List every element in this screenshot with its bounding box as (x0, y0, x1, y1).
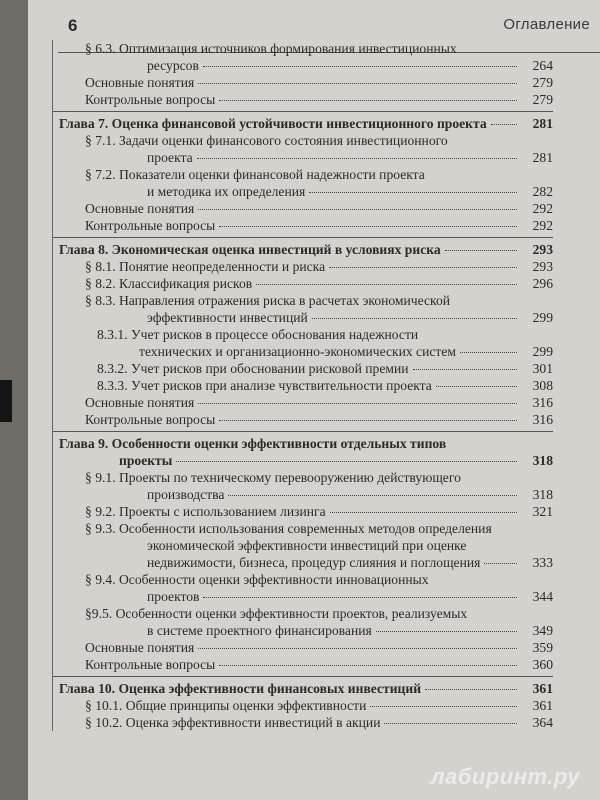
dot-leader (312, 318, 517, 319)
toc-entry[interactable] (53, 217, 553, 234)
toc-entry-title: Глава 10. Оценка эффективности финансовых инвестиций (59, 681, 422, 696)
toc-page-number: 308 (532, 378, 553, 393)
toc-chapter[interactable] (53, 115, 553, 132)
dot-leader (309, 192, 517, 193)
chapter-separator (53, 237, 553, 238)
toc-entry[interactable] (53, 166, 553, 200)
toc-entry[interactable] (53, 377, 553, 394)
toc-entry-title: эффективности инвестиций (147, 310, 308, 325)
dot-leader (330, 512, 517, 513)
dot-leader (198, 209, 517, 210)
toc-page-number: 299 (532, 344, 553, 359)
toc-page-number: 279 (532, 92, 553, 107)
toc-entry[interactable] (53, 605, 553, 639)
toc-entry[interactable] (53, 411, 553, 428)
toc-entry-title: § 9.3. Особенности использования современных методов определения (85, 521, 492, 536)
book-page (28, 0, 600, 800)
dot-leader (384, 723, 517, 724)
toc-entry[interactable] (53, 275, 553, 292)
dot-leader (376, 631, 517, 632)
dot-leader (460, 352, 517, 353)
toc-entry-title: проекты (119, 453, 173, 468)
toc-entry-title: Глава 7. Оценка финансовой устойчивости инвестиционного проекта (59, 116, 487, 131)
toc-entry-title: § 8.2. Классификация рисков (85, 276, 253, 291)
toc-entry-title: Контрольные вопросы (85, 657, 216, 672)
toc-entry-title: 8.3.3. Учет рисков при анализе чувствительности проекта (97, 378, 432, 393)
toc-entry-title: § 10.1. Общие принципы оценки эффективности (85, 698, 367, 713)
dot-leader (413, 369, 517, 370)
section-title: Оглавление (503, 16, 590, 33)
watermark-logo: лабиринт.ру (430, 764, 580, 789)
dot-leader (329, 267, 517, 268)
toc-entry-title: Контрольные вопросы (85, 218, 216, 233)
toc-entry[interactable] (53, 714, 553, 731)
dot-leader (484, 563, 517, 564)
dot-leader (425, 689, 517, 690)
chapter-separator (53, 111, 553, 112)
dot-leader (228, 495, 517, 496)
toc-entry-title: § 8.1. Понятие неопределенности и риска (85, 259, 326, 274)
toc-page-number: 318 (532, 453, 553, 468)
toc-page-number: 349 (532, 623, 553, 638)
toc-entry-title: § 10.2. Оценка эффективности инвестиций в акции (85, 715, 381, 730)
toc-entry[interactable] (53, 469, 553, 503)
dot-leader (436, 386, 517, 387)
dot-leader (203, 66, 517, 67)
toc-entry-title: Основные понятия (85, 75, 195, 90)
toc-entry[interactable] (53, 326, 553, 360)
toc-entry-title: производства (147, 487, 225, 502)
toc-page-number: 296 (532, 276, 553, 291)
dot-leader (219, 665, 517, 666)
toc-entry[interactable] (53, 394, 553, 411)
toc-entry[interactable] (53, 520, 553, 571)
toc-page-number: 360 (532, 657, 553, 672)
toc-page-number: 316 (532, 412, 553, 427)
toc-page-number: 292 (532, 218, 553, 233)
toc-entry-title: экономической эффективности инвестиций при оценке (147, 538, 467, 553)
toc-entry-title: Глава 8. Экономическая оценка инвестиций в условиях риска (59, 242, 441, 257)
toc-entry[interactable] (53, 200, 553, 217)
toc-entry-title: § 8.3. Направления отражения риска в расчетах экономической (85, 293, 451, 308)
toc-page-number: 282 (532, 184, 553, 199)
dot-leader (198, 83, 517, 84)
toc-entry-title: Контрольные вопросы (85, 412, 216, 427)
toc-entry-title: и методика их определения (147, 184, 306, 199)
toc-page-number: 264 (532, 58, 553, 73)
toc-entry[interactable] (53, 40, 553, 74)
toc-entry-title: § 6.3. Оптимизация источников формирования инвестиционных (85, 41, 457, 56)
toc-entry[interactable] (53, 639, 553, 656)
toc-entry-title: § 9.2. Проекты с использованием лизинга (85, 504, 326, 519)
dot-leader (219, 100, 517, 101)
dot-leader (203, 597, 517, 598)
toc-entry-title: технических и организационно-экономических систем (139, 344, 456, 359)
dot-leader (219, 420, 517, 421)
toc-entry[interactable] (53, 292, 553, 326)
toc-entry-title: §9.5. Особенности оценки эффективности проектов, реализуемых (85, 606, 468, 621)
toc-page-number: 279 (532, 75, 553, 90)
toc-entry[interactable] (53, 132, 553, 166)
toc-page-number: 316 (532, 395, 553, 410)
toc-entry-title: 8.3.1. Учет рисков в процессе обоснования надежности (97, 327, 419, 342)
toc-entry-title: 8.3.2. Учет рисков при обосновании рисковой премии (97, 361, 409, 376)
toc-entry[interactable] (53, 656, 553, 673)
toc-entry-title: § 9.1. Проекты по техническому перевооружению действующего (85, 470, 461, 485)
dot-leader (197, 158, 517, 159)
toc-entry-title: § 9.4. Особенности оценки эффективности инновационных (85, 572, 429, 587)
dot-leader (198, 403, 517, 404)
dot-leader (491, 124, 517, 125)
chapter-separator (53, 676, 553, 677)
toc-entry[interactable] (53, 258, 553, 275)
toc-entry-title: § 7.1. Задачи оценки финансового состояния инвестиционного (85, 133, 448, 148)
toc-page-number: 333 (532, 555, 553, 570)
toc-entry[interactable] (53, 91, 553, 108)
toc-page-number: 321 (532, 504, 553, 519)
toc-chapter[interactable] (53, 680, 553, 697)
page-number: 6 (68, 16, 78, 35)
chapter-separator (53, 431, 553, 432)
toc-entry-title: § 7.2. Показатели оценки финансовой надежности проекта (85, 167, 425, 182)
dot-leader (176, 461, 517, 462)
toc-page-number: 344 (532, 589, 553, 604)
toc-chapter[interactable] (53, 435, 553, 469)
dot-leader (198, 648, 517, 649)
toc-entry[interactable] (53, 571, 553, 605)
toc-page-number: 293 (532, 242, 553, 257)
toc-entry-title: Глава 9. Особенности оценки эффективности отдельных типов (59, 436, 447, 451)
page-header (28, 16, 600, 40)
toc-entry-title: в системе проектного финансирования (147, 623, 372, 638)
binding-clip (0, 380, 12, 422)
toc-page-number: 361 (532, 698, 553, 713)
toc-entry[interactable] (53, 503, 553, 520)
toc-entry[interactable] (53, 360, 553, 377)
toc-entry-title: проекта (147, 150, 193, 165)
toc-entry-title: Основные понятия (85, 640, 195, 655)
toc-page-number: 292 (532, 201, 553, 216)
toc-page-number: 299 (532, 310, 553, 325)
toc-page-number: 359 (532, 640, 553, 655)
dot-leader (219, 226, 517, 227)
toc-page-number: 318 (532, 487, 553, 502)
dot-leader (445, 250, 517, 251)
toc-entry-title: Основные понятия (85, 395, 195, 410)
toc-entry[interactable] (53, 697, 553, 714)
toc-page-number: 281 (532, 116, 553, 131)
toc-entry-title: проектов (147, 589, 200, 604)
toc-page-number: 281 (532, 150, 553, 165)
toc-entry-title: Основные понятия (85, 201, 195, 216)
toc-entry-title: ресурсов (147, 58, 199, 73)
toc-entry-title: Контрольные вопросы (85, 92, 216, 107)
toc-chapter[interactable] (53, 241, 553, 258)
toc-page-number: 361 (532, 681, 553, 696)
toc-page-number: 301 (532, 361, 553, 376)
dot-leader (256, 284, 517, 285)
table-of-contents (52, 40, 553, 731)
toc-page-number: 364 (532, 715, 553, 730)
toc-entry-title: недвижимости, бизнеса, процедур слияния и поглощения (147, 555, 481, 570)
toc-page-number: 293 (532, 259, 553, 274)
dot-leader (370, 706, 517, 707)
toc-entry[interactable] (53, 74, 553, 91)
